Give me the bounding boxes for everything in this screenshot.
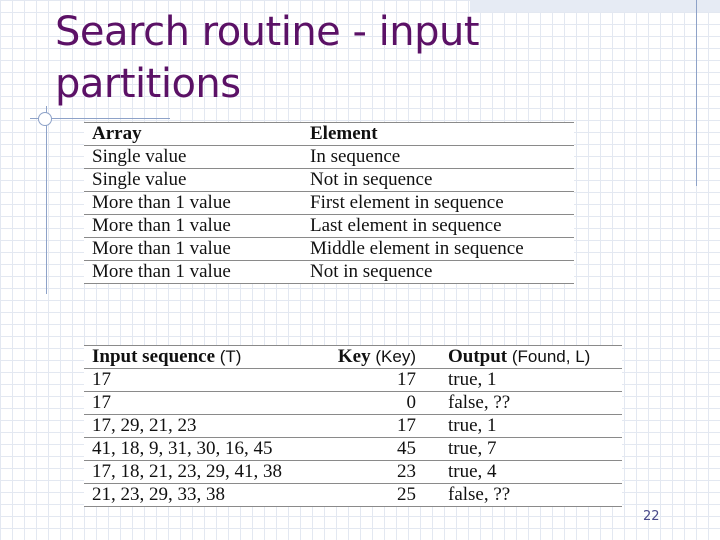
table-header-row bbox=[84, 346, 622, 369]
array-cell: More than 1 value bbox=[84, 215, 302, 238]
left-decorative-line bbox=[46, 106, 47, 294]
element-cell: Middle element in sequence bbox=[302, 238, 574, 261]
header-note: (Key) bbox=[375, 347, 416, 366]
key-cell: 17 bbox=[324, 369, 440, 392]
column-header-output bbox=[440, 346, 622, 369]
array-cell: More than 1 value bbox=[84, 238, 302, 261]
header-label: Input sequence bbox=[92, 346, 215, 367]
header-label: Key bbox=[337, 346, 371, 367]
input-sequence-cell: 17 bbox=[84, 369, 324, 392]
partitions-table bbox=[84, 122, 574, 284]
array-cell: More than 1 value bbox=[84, 261, 302, 284]
column-header-input-sequence bbox=[84, 346, 324, 369]
element-cell: Last element in sequence bbox=[302, 215, 574, 238]
table-row bbox=[84, 461, 622, 484]
key-cell: 45 bbox=[324, 438, 440, 461]
output-cell: true, 1 bbox=[440, 369, 622, 392]
table-row bbox=[84, 238, 574, 261]
input-sequence-cell: 21, 23, 29, 33, 38 bbox=[84, 484, 324, 507]
key-cell: 23 bbox=[324, 461, 440, 484]
input-sequence-cell: 17, 29, 21, 23 bbox=[84, 415, 324, 438]
input-sequence-cell: 41, 18, 9, 31, 30, 16, 45 bbox=[84, 438, 324, 461]
table-row bbox=[84, 261, 574, 284]
table-row bbox=[84, 215, 574, 238]
decorative-circle bbox=[38, 112, 52, 126]
column-header-array: Array bbox=[84, 123, 302, 146]
key-cell: 17 bbox=[324, 415, 440, 438]
output-cell: true, 4 bbox=[440, 461, 622, 484]
header-note: (Found, L) bbox=[511, 347, 591, 366]
table-row bbox=[84, 438, 622, 461]
table-header-row bbox=[84, 123, 574, 146]
input-sequence-cell: 17 bbox=[84, 392, 324, 415]
key-cell: 0 bbox=[324, 392, 440, 415]
output-cell: true, 1 bbox=[440, 415, 622, 438]
header-label: Output bbox=[448, 346, 508, 367]
output-cell: true, 7 bbox=[440, 438, 622, 461]
test-cases-table bbox=[84, 345, 622, 507]
table-row bbox=[84, 146, 574, 169]
array-cell: More than 1 value bbox=[84, 192, 302, 215]
element-cell: Not in sequence bbox=[302, 261, 574, 284]
column-header-key bbox=[324, 346, 440, 369]
header-note: (T) bbox=[219, 347, 242, 366]
right-decorative-line bbox=[696, 0, 697, 186]
page-number: 22 bbox=[643, 509, 660, 524]
table-row bbox=[84, 415, 622, 438]
array-cell: Single value bbox=[84, 146, 302, 169]
element-cell: Not in sequence bbox=[302, 169, 574, 192]
output-cell: false, ?? bbox=[440, 484, 622, 507]
key-cell: 25 bbox=[324, 484, 440, 507]
table-row bbox=[84, 369, 622, 392]
table-row bbox=[84, 169, 574, 192]
table-row bbox=[84, 192, 574, 215]
input-sequence-cell: 17, 18, 21, 23, 29, 41, 38 bbox=[84, 461, 324, 484]
slide-title: Search routine - input partitions bbox=[55, 9, 480, 107]
table-row bbox=[84, 392, 622, 415]
array-cell: Single value bbox=[84, 169, 302, 192]
element-cell: First element in sequence bbox=[302, 192, 574, 215]
column-header-element: Element bbox=[302, 123, 574, 146]
output-cell: false, ?? bbox=[440, 392, 622, 415]
element-cell: In sequence bbox=[302, 146, 574, 169]
table-row bbox=[84, 484, 622, 507]
